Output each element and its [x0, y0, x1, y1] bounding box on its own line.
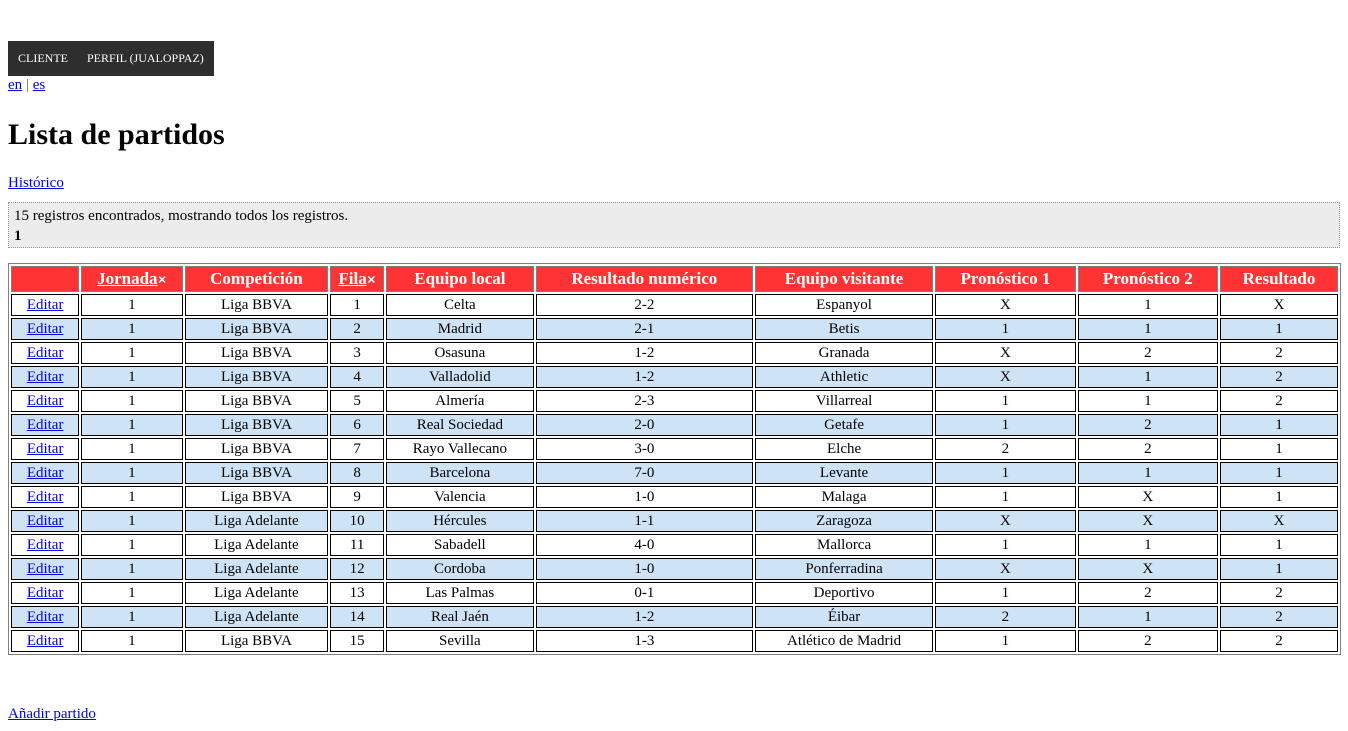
cell-jornada: 1	[81, 342, 182, 364]
cell-pronostico-1: X	[935, 294, 1075, 316]
edit-link[interactable]: Editar	[26, 632, 64, 649]
cell-jornada: 1	[81, 630, 182, 652]
edit-link[interactable]: Editar	[26, 296, 64, 313]
cell-equipo-visitante: Éibar	[755, 606, 933, 628]
cell-edit	[11, 630, 79, 652]
cell-pronostico-1: 1	[935, 534, 1075, 556]
cell-competicion: Liga BBVA	[185, 630, 329, 652]
cell-fila: 14	[330, 606, 384, 628]
page-number: 1	[14, 228, 22, 244]
cell-edit	[11, 510, 79, 532]
cell-pronostico-2: 2	[1078, 630, 1218, 652]
cell-jornada: 1	[81, 390, 182, 412]
cell-equipo-local: Celta	[386, 294, 534, 316]
cell-pronostico-1: 1	[935, 462, 1075, 484]
cell-pronostico-2: 1	[1078, 318, 1218, 340]
cell-edit	[11, 486, 79, 508]
cell-fila: 13	[330, 582, 384, 604]
history-link[interactable]: Histórico	[8, 175, 64, 191]
cell-fila: 10	[330, 510, 384, 532]
add-match-link[interactable]: Añadir partido	[8, 706, 96, 722]
cell-equipo-visitante: Deportivo	[755, 582, 933, 604]
cell-pronostico-1: 1	[935, 414, 1075, 436]
cell-jornada: 1	[81, 558, 182, 580]
cell-equipo-visitante: Betis	[755, 318, 933, 340]
cell-pronostico-2: 2	[1078, 438, 1218, 460]
matches-table	[8, 263, 1341, 655]
cell-equipo-local: Sabadell	[386, 534, 534, 556]
cell-jornada: 1	[81, 510, 182, 532]
cell-pronostico-1: 2	[935, 438, 1075, 460]
edit-link[interactable]: Editar	[26, 488, 64, 505]
cell-resultado-numerico: 3-0	[536, 438, 753, 460]
cell-fila: 12	[330, 558, 384, 580]
cell-resultado: 1	[1220, 462, 1338, 484]
cell-pronostico-1: X	[935, 558, 1075, 580]
cell-pronostico-1: 1	[935, 486, 1075, 508]
cell-competicion: Liga BBVA	[185, 294, 329, 316]
edit-link[interactable]: Editar	[26, 368, 64, 385]
lang-en-link[interactable]: en	[8, 77, 23, 93]
table-row	[11, 366, 1338, 388]
edit-link[interactable]: Editar	[26, 320, 64, 337]
remove-sort-icon[interactable]: ✕	[157, 274, 167, 287]
cell-pronostico-2: 2	[1078, 582, 1218, 604]
cell-equipo-local: Almería	[386, 390, 534, 412]
cell-equipo-local: Madrid	[386, 318, 534, 340]
cell-resultado: 1	[1220, 438, 1338, 460]
lang-separator: |	[25, 77, 29, 93]
cell-resultado: X	[1220, 510, 1338, 532]
cell-resultado-numerico: 1-2	[536, 606, 753, 628]
table-row	[11, 318, 1338, 340]
cell-pronostico-2: 1	[1078, 534, 1218, 556]
cell-equipo-visitante: Elche	[755, 438, 933, 460]
cell-edit	[11, 582, 79, 604]
table-row	[11, 414, 1338, 436]
cell-equipo-visitante: Levante	[755, 462, 933, 484]
table-row	[11, 606, 1338, 628]
cell-fila: 2	[330, 318, 384, 340]
header-equipo-visitante: Equipo visitante	[755, 266, 933, 292]
cell-pronostico-2: 1	[1078, 390, 1218, 412]
cell-equipo-local: Las Palmas	[386, 582, 534, 604]
edit-link[interactable]: Editar	[26, 416, 64, 433]
cell-competicion: Liga BBVA	[185, 342, 329, 364]
table-row	[11, 582, 1338, 604]
cell-edit	[11, 342, 79, 364]
cell-pronostico-2: X	[1078, 486, 1218, 508]
cell-fila: 3	[330, 342, 384, 364]
cell-resultado-numerico: 0-1	[536, 582, 753, 604]
cell-resultado-numerico: 4-0	[536, 534, 753, 556]
cell-resultado: 2	[1220, 630, 1338, 652]
edit-link[interactable]: Editar	[26, 584, 64, 601]
cell-competicion: Liga Adelante	[185, 510, 329, 532]
cell-resultado: X	[1220, 294, 1338, 316]
cell-fila: 7	[330, 438, 384, 460]
cell-fila: 15	[330, 630, 384, 652]
record-count: 15 registros encontrados, mostrando todos los registros.	[14, 208, 349, 224]
table-row	[11, 630, 1338, 652]
cell-resultado: 1	[1220, 414, 1338, 436]
cell-resultado: 1	[1220, 558, 1338, 580]
cell-jornada: 1	[81, 462, 182, 484]
cell-equipo-visitante: Atlético de Madrid	[755, 630, 933, 652]
cell-resultado: 2	[1220, 390, 1338, 412]
cell-fila: 4	[330, 366, 384, 388]
table-row	[11, 558, 1338, 580]
cell-competicion: Liga BBVA	[185, 390, 329, 412]
cell-competicion: Liga BBVA	[185, 366, 329, 388]
cell-resultado-numerico: 2-3	[536, 390, 753, 412]
page-title: Lista de partidos	[8, 118, 225, 151]
cell-pronostico-2: X	[1078, 510, 1218, 532]
cell-fila: 5	[330, 390, 384, 412]
cell-fila: 8	[330, 462, 384, 484]
cell-fila: 1	[330, 294, 384, 316]
cell-fila: 11	[330, 534, 384, 556]
cell-resultado: 2	[1220, 366, 1338, 388]
cell-pronostico-2: X	[1078, 558, 1218, 580]
cell-fila: 9	[330, 486, 384, 508]
cell-edit	[11, 414, 79, 436]
lang-es-link[interactable]: es	[32, 77, 46, 93]
header-pronostico-2: Pronóstico 2	[1078, 266, 1218, 292]
pagination-info	[8, 202, 1340, 248]
cell-competicion: Liga Adelante	[185, 534, 329, 556]
header-pronostico-1: Pronóstico 1	[935, 266, 1075, 292]
cell-pronostico-1: 1	[935, 318, 1075, 340]
edit-link[interactable]: Editar	[26, 392, 64, 409]
table-row	[11, 462, 1338, 484]
cell-resultado-numerico: 2-1	[536, 318, 753, 340]
cell-edit	[11, 534, 79, 556]
top-menu	[8, 41, 214, 76]
header-equipo-local: Equipo local	[386, 266, 534, 292]
edit-link[interactable]: Editar	[26, 464, 64, 481]
sort-fila-link[interactable]: Fila	[338, 269, 367, 288]
cell-resultado-numerico: 1-2	[536, 342, 753, 364]
cell-edit	[11, 438, 79, 460]
cell-resultado: 1	[1220, 486, 1338, 508]
header-resultado-numerico: Resultado numérico	[536, 266, 753, 292]
cell-edit	[11, 366, 79, 388]
cell-equipo-visitante: Ponferradina	[755, 558, 933, 580]
cell-equipo-local: Real Sociedad	[386, 414, 534, 436]
cell-edit	[11, 558, 79, 580]
table-header-row	[11, 266, 1338, 292]
cell-equipo-local: Valladolid	[386, 366, 534, 388]
cell-resultado: 1	[1220, 534, 1338, 556]
cell-resultado-numerico: 1-1	[536, 510, 753, 532]
cell-equipo-visitante: Athletic	[755, 366, 933, 388]
cell-jornada: 1	[81, 318, 182, 340]
cell-equipo-visitante: Mallorca	[755, 534, 933, 556]
menu-profile[interactable]: PERFIL (JUALOPPAZ)	[87, 51, 204, 65]
table-row	[11, 342, 1338, 364]
edit-link[interactable]: Editar	[26, 440, 64, 457]
header-competicion: Competición	[185, 266, 329, 292]
cell-equipo-local: Cordoba	[386, 558, 534, 580]
cell-jornada: 1	[81, 486, 182, 508]
table-row	[11, 510, 1338, 532]
cell-competicion: Liga BBVA	[185, 414, 329, 436]
cell-pronostico-1: X	[935, 342, 1075, 364]
table-row	[11, 486, 1338, 508]
cell-competicion: Liga BBVA	[185, 318, 329, 340]
cell-fila: 6	[330, 414, 384, 436]
cell-resultado-numerico: 1-2	[536, 366, 753, 388]
remove-sort-icon[interactable]: ✕	[366, 274, 376, 287]
cell-equipo-visitante: Granada	[755, 342, 933, 364]
cell-resultado: 1	[1220, 318, 1338, 340]
cell-jornada: 1	[81, 606, 182, 628]
cell-pronostico-2: 1	[1078, 462, 1218, 484]
edit-link[interactable]: Editar	[26, 560, 64, 577]
cell-edit	[11, 462, 79, 484]
cell-jornada: 1	[81, 438, 182, 460]
cell-jornada: 1	[81, 366, 182, 388]
cell-equipo-visitante: Zaragoza	[755, 510, 933, 532]
cell-competicion: Liga Adelante	[185, 606, 329, 628]
table-row	[11, 438, 1338, 460]
header-edit	[11, 266, 79, 292]
cell-equipo-local: Osasuna	[386, 342, 534, 364]
cell-resultado-numerico: 1-0	[536, 558, 753, 580]
table-row	[11, 294, 1338, 316]
cell-pronostico-2: 1	[1078, 294, 1218, 316]
cell-equipo-local: Sevilla	[386, 630, 534, 652]
cell-pronostico-1: 1	[935, 630, 1075, 652]
cell-pronostico-1: X	[935, 366, 1075, 388]
edit-link[interactable]: Editar	[26, 536, 64, 553]
edit-link[interactable]: Editar	[26, 344, 64, 361]
cell-jornada: 1	[81, 414, 182, 436]
cell-competicion: Liga BBVA	[185, 486, 329, 508]
cell-pronostico-1: 1	[935, 390, 1075, 412]
cell-pronostico-1: X	[935, 510, 1075, 532]
cell-equipo-visitante: Espanyol	[755, 294, 933, 316]
cell-edit	[11, 318, 79, 340]
cell-resultado-numerico: 2-2	[536, 294, 753, 316]
cell-competicion: Liga Adelante	[185, 582, 329, 604]
cell-pronostico-2: 2	[1078, 342, 1218, 364]
language-switcher	[8, 77, 45, 94]
cell-resultado: 2	[1220, 606, 1338, 628]
cell-pronostico-1: 2	[935, 606, 1075, 628]
edit-link[interactable]: Editar	[26, 608, 64, 625]
cell-equipo-local: Valencia	[386, 486, 534, 508]
cell-jornada: 1	[81, 534, 182, 556]
cell-resultado: 2	[1220, 582, 1338, 604]
cell-pronostico-2: 1	[1078, 606, 1218, 628]
edit-link[interactable]: Editar	[26, 512, 64, 529]
cell-resultado: 2	[1220, 342, 1338, 364]
sort-jornada-link[interactable]: Jornada	[97, 269, 158, 288]
cell-edit	[11, 294, 79, 316]
menu-client[interactable]: CLIENTE	[18, 51, 68, 65]
cell-equipo-local: Real Jaén	[386, 606, 534, 628]
cell-equipo-local: Barcelona	[386, 462, 534, 484]
cell-pronostico-2: 1	[1078, 366, 1218, 388]
cell-resultado-numerico: 1-0	[536, 486, 753, 508]
table-row	[11, 390, 1338, 412]
header-resultado: Resultado	[1220, 266, 1338, 292]
cell-resultado-numerico: 7-0	[536, 462, 753, 484]
cell-edit	[11, 606, 79, 628]
cell-equipo-visitante: Villarreal	[755, 390, 933, 412]
cell-competicion: Liga BBVA	[185, 462, 329, 484]
cell-pronostico-2: 2	[1078, 414, 1218, 436]
header-jornada	[81, 266, 182, 292]
cell-competicion: Liga Adelante	[185, 558, 329, 580]
cell-equipo-local: Hércules	[386, 510, 534, 532]
cell-equipo-local: Rayo Vallecano	[386, 438, 534, 460]
cell-competicion: Liga BBVA	[185, 438, 329, 460]
header-fila	[330, 266, 384, 292]
cell-jornada: 1	[81, 294, 182, 316]
table-row	[11, 534, 1338, 556]
cell-jornada: 1	[81, 582, 182, 604]
cell-resultado-numerico: 2-0	[536, 414, 753, 436]
cell-resultado-numerico: 1-3	[536, 630, 753, 652]
cell-equipo-visitante: Getafe	[755, 414, 933, 436]
cell-edit	[11, 390, 79, 412]
cell-pronostico-1: 1	[935, 582, 1075, 604]
cell-equipo-visitante: Malaga	[755, 486, 933, 508]
